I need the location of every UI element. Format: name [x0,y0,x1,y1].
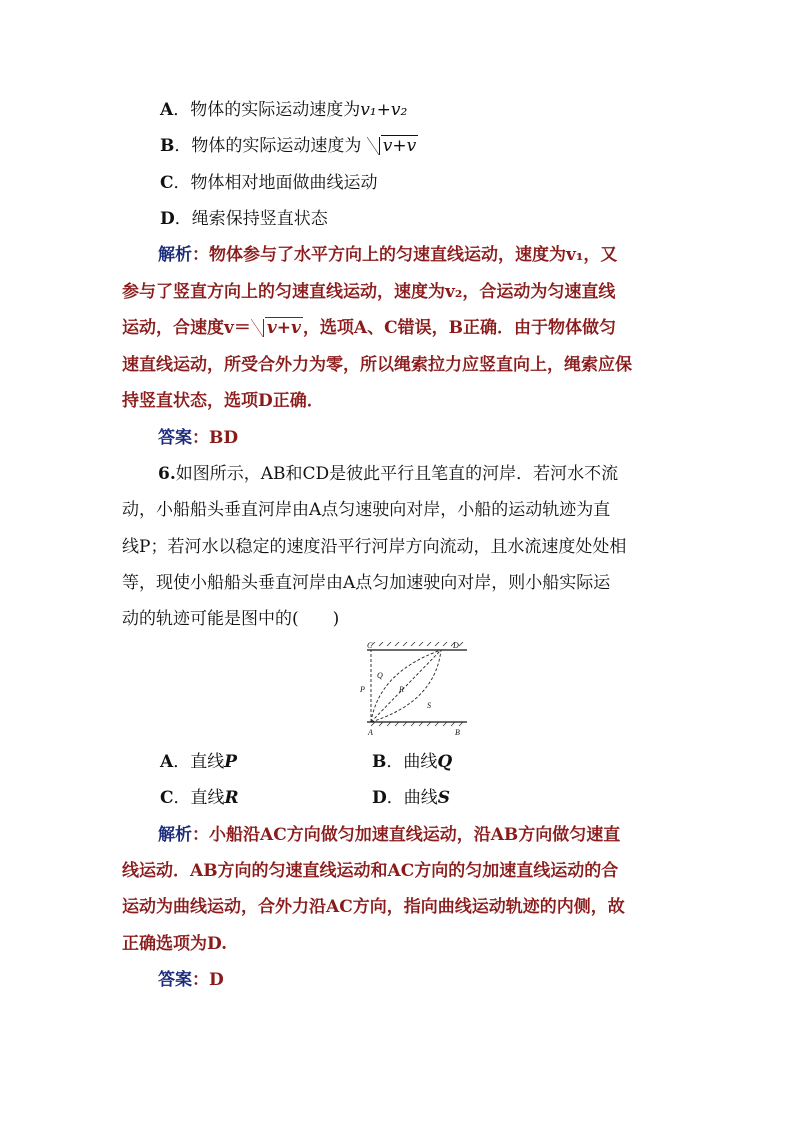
analysis-q6-line-1: 解析：小船沿AC方向做匀加速直线运动，沿AB方向做匀速直 [158,825,621,845]
sqrt-expression: v+v [251,317,303,339]
analysis-q5-line-3: 运动，合速度v＝ v+v ，选项A、C错误，B正确．由于物体做匀 [122,318,616,338]
question6-line-5: 动的轨迹可能是图中的( ) [122,609,340,629]
option-d-q5: D．绳索保持竖直状态 [160,209,328,229]
question6-line-4: 等，现使小船船头垂直河岸由A点匀加速驶向对岸，则小船实际运 [122,573,611,593]
label-p: P [360,685,365,694]
option-c-q5: C．物体相对地面做曲线运动 [160,173,378,193]
question6-line-3: 线P；若河水以稳定的速度沿平行河岸方向流动，且水流速度处处相 [122,537,627,557]
option-c-q6: C．直线R [160,788,239,808]
top-bank-hatch [371,642,463,646]
label-d: D [453,642,459,650]
analysis-q5-line-1: 解析：物体参与了水平方向上的匀速直线运动，速度为v₁，又 [158,245,618,265]
answer-q5: 答案：BD [158,428,239,448]
analysis-q6-line-3: 运动为曲线运动，合外力沿AC方向，指向曲线运动轨迹的内侧，故 [122,897,625,917]
analysis-q6-line-2: 线运动．AB方向的匀速直线运动和AC方向的匀加速直线运动的合 [122,861,619,881]
analysis-q5-line-2: 参与了竖直方向上的匀速直线运动，速度为v₂，合运动为匀速直线 [122,282,616,302]
label-s: S [427,701,431,710]
river-diagram [355,642,475,742]
option-b-q5: B．物体的实际运动速度为 v+v [160,136,417,156]
option-a-q5: A．物体的实际运动速度为v₁+v₂ [160,100,408,120]
label-a: A [368,728,373,737]
analysis-q6-line-4: 正确选项为D. [122,934,228,954]
question6-line-2: 动，小船船头垂直河岸由A点匀速驶向对岸，小船的运动轨迹为直 [122,500,611,520]
label-r: R [399,685,404,694]
path-r [371,650,441,722]
option-b-q6: B．曲线Q [372,752,453,772]
answer-q6: 答案：D [158,970,224,990]
option-a-q6: A．直线P [160,752,237,772]
label-c: C [367,642,373,650]
analysis-q5-line-4: 速直线运动，所受合外力为零，所以绳索拉力应竖直向上，绳索应保 [122,355,632,375]
label-q: Q [377,671,383,680]
label-b: B [455,728,460,737]
sqrt-expression: v+v [367,135,418,157]
question6-line-1: 6.如图所示，AB和CD是彼此平行且笔直的河岸．若河水不流 [158,464,619,484]
analysis-q5-line-5: 持竖直状态，选项D正确． [122,391,324,411]
option-d-q6: D．曲线S [372,788,451,808]
